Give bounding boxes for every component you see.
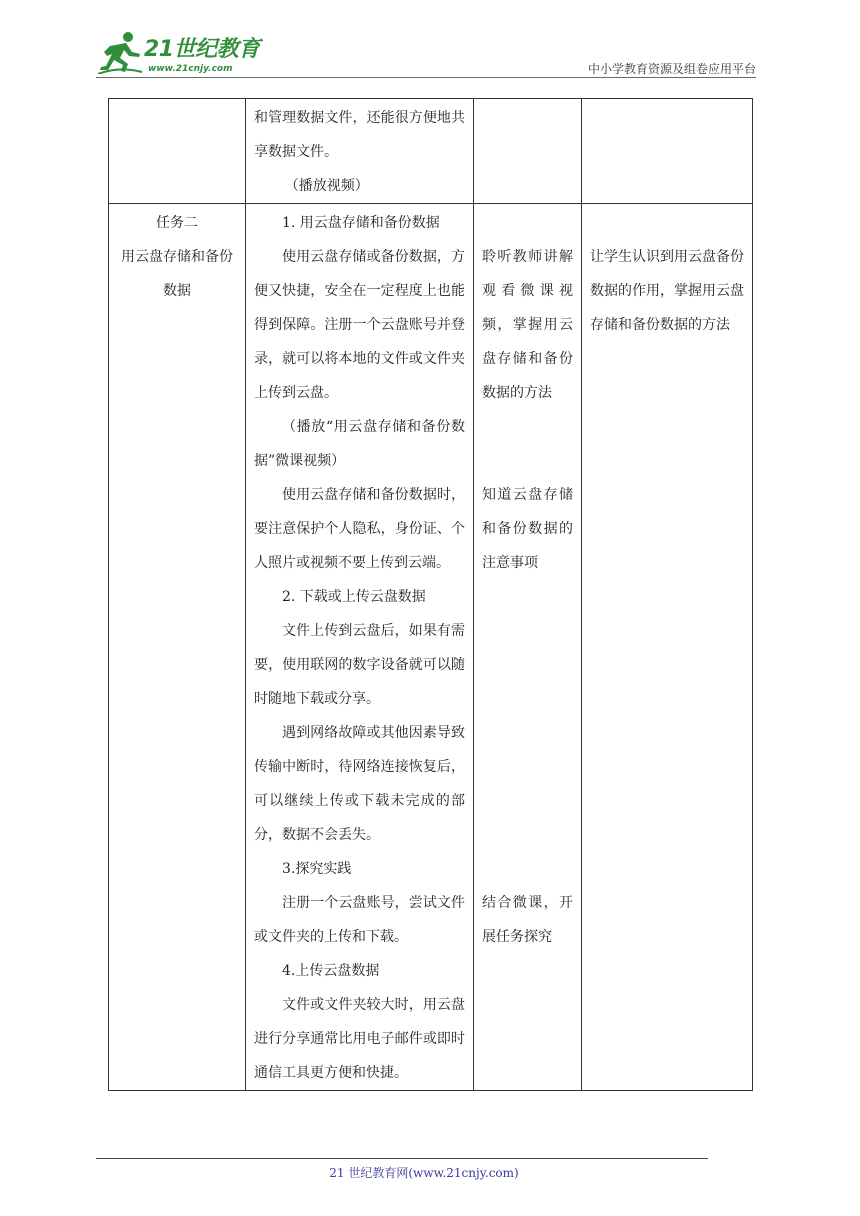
- footer-divider: [96, 1158, 708, 1159]
- paragraph: 使用云盘存储和备份数据时，要注意保护个人隐私，身份证、个人照片或视频不要上传到云端。: [254, 487, 465, 571]
- paragraph: （播放“用云盘存储和备份数据”微课视频）: [254, 419, 465, 469]
- task-title: 用云盘存储和备份数据: [121, 249, 233, 299]
- paragraph: 注册一个云盘账号，尝试文件或文件夹的上传和下载。: [254, 895, 465, 945]
- student-activity: 聆听教师讲解观看微课视频，掌握用云盘存储和备份数据的方法: [482, 249, 573, 401]
- logo-title: 21世纪教育: [144, 37, 260, 62]
- teacher-activity-cell: [246, 99, 474, 204]
- header-divider: [96, 77, 756, 78]
- table-row: [109, 99, 753, 204]
- spacer: [590, 206, 744, 240]
- student-activity-cell: [474, 204, 582, 1091]
- page-header: [0, 0, 860, 80]
- design-intent: 让学生认识到用云盘备份数据的作用，掌握用云盘存储和备份数据的方法: [590, 249, 744, 333]
- task-number: 任务二: [156, 215, 198, 231]
- task-cell: [109, 204, 246, 1091]
- lesson-plan-table: [108, 98, 753, 1091]
- design-intent-cell: [582, 204, 753, 1091]
- spacer: [482, 580, 573, 886]
- site-logo[interactable]: [96, 34, 266, 80]
- table-row: [109, 204, 753, 1091]
- platform-title: 中小学教育资源及组卷应用平台: [587, 62, 756, 76]
- spacer: [482, 410, 573, 444]
- spacer: [482, 444, 573, 478]
- paragraph: 使用云盘存储或备份数据，方便又快捷，安全在一定程度上也能得到保障。注册一个云盘账号并登录，就可以将本地的文件或文件夹上传到云盘。: [254, 249, 465, 401]
- runner-logo-icon: [96, 30, 144, 74]
- student-activity-cell: [474, 99, 582, 204]
- section-heading: 2. 下载或上传云盘数据: [282, 589, 426, 605]
- design-intent-cell: [582, 99, 753, 204]
- section-heading: 3.探究实践: [282, 861, 352, 877]
- task-cell: [109, 99, 246, 204]
- paragraph: 遇到网络故障或其他因素导致传输中断时，待网络连接恢复后，可以继续上传或下载未完成的部分，数据不会丢失。: [254, 725, 465, 843]
- section-heading: 1. 用云盘存储和备份数据: [282, 215, 440, 231]
- paragraph: 文件上传到云盘后，如果有需要，使用联网的数字设备就可以随时随地下载或分享。: [254, 623, 465, 707]
- paragraph: 和管理数据文件，还能很方便地共享数据文件。: [254, 110, 465, 160]
- page-footer[interactable]: [0, 1164, 860, 1181]
- student-activity: 结合微课，开展任务探究: [482, 895, 573, 945]
- teacher-activity-cell: [246, 204, 474, 1091]
- section-heading: 4.上传云盘数据: [282, 963, 380, 979]
- paragraph: （播放视频）: [284, 178, 369, 194]
- spacer: [482, 206, 573, 240]
- footer-text[interactable]: 21 世纪教育网(www.21cnjy.com): [329, 1166, 519, 1180]
- paragraph: 文件或文件夹较大时，用云盘进行分享通常比用电子邮件或即时通信工具更方便和快捷。: [254, 997, 465, 1081]
- logo-url: www.21cnjy.com: [148, 64, 233, 74]
- student-activity: 知道云盘存储和备份数据的注意事项: [482, 487, 573, 571]
